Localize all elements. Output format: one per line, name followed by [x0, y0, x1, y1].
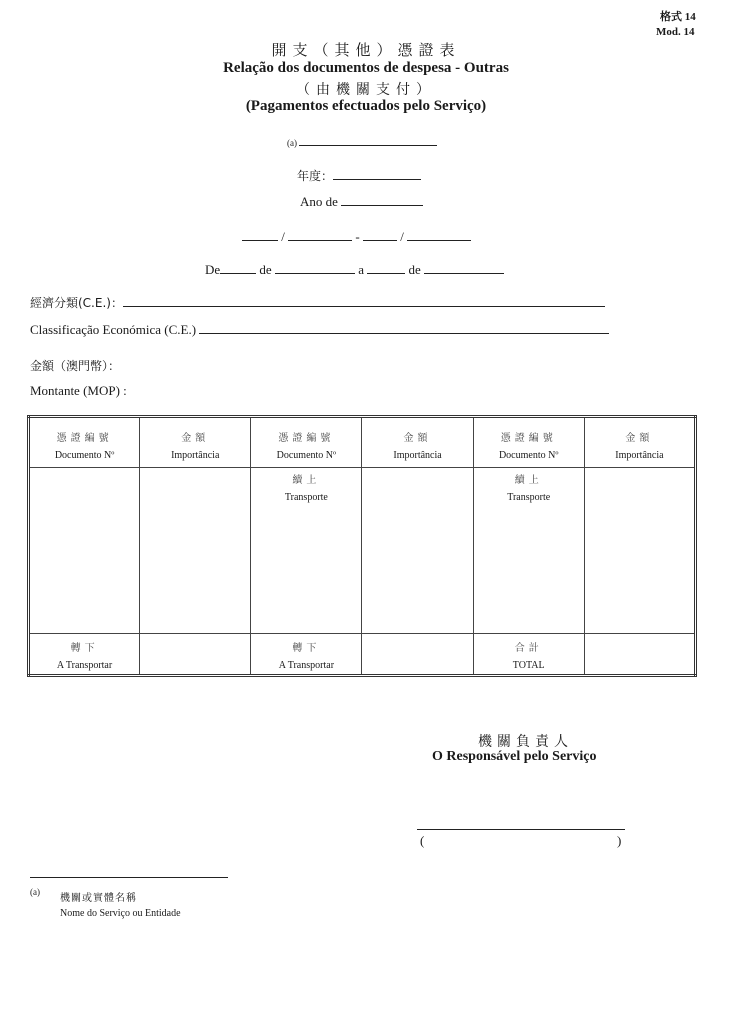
amount-cn-label: 金額（澳門幣）：	[30, 359, 121, 373]
signature-title-pt: O Responsável pelo Serviço	[432, 749, 597, 764]
documents-table	[27, 415, 697, 677]
de-label: De	[205, 262, 221, 277]
carry-out-cell	[29, 634, 140, 676]
form-number-pt: Mod. 14	[656, 26, 695, 38]
de-label: de	[408, 262, 421, 277]
subtitle-cn: （由機關支付）	[296, 82, 436, 98]
signature-title-cn: 機關負責人	[478, 734, 573, 750]
year-pt-input[interactable]	[341, 194, 423, 206]
header-cell	[473, 417, 584, 468]
header-pt: Documento Nº	[276, 450, 337, 461]
month-to-text-input[interactable]	[424, 262, 504, 274]
carry-out-amount-cell[interactable]	[362, 634, 473, 676]
footnote-marker: (a)	[30, 887, 40, 897]
amount-cell[interactable]	[140, 468, 251, 634]
slash: /	[281, 229, 285, 244]
carry-out-cn: 轉下	[292, 643, 321, 654]
entity-field	[287, 134, 437, 148]
ce-cn-label: 經濟分類(C.E.)：	[30, 296, 123, 310]
carry-in-cn: 續上	[514, 475, 543, 486]
header-pt: Importância	[615, 450, 664, 461]
carry-out-cn: 轉下	[70, 643, 99, 654]
header-cell	[29, 417, 140, 468]
year-cn-label: 年度：	[297, 169, 334, 183]
footnote-divider	[30, 877, 228, 878]
year-pt-label: Ano de	[300, 194, 338, 209]
table-body-row	[29, 468, 696, 634]
form-number-cn: 格式 14	[660, 11, 696, 23]
header-cell	[362, 417, 473, 468]
document-cell[interactable]	[251, 468, 362, 634]
carry-out-pt: A Transportar	[56, 660, 113, 671]
amount-cell[interactable]	[362, 468, 473, 634]
amount-pt-label: Montante (MOP) :	[30, 383, 127, 398]
carry-in-cn: 續上	[292, 475, 321, 486]
carry-out-pt: A Transportar	[278, 660, 335, 671]
a-label: a	[358, 262, 364, 277]
paren-close: )	[617, 833, 622, 848]
header-cell	[584, 417, 695, 468]
header-cn: 憑證編號	[278, 433, 335, 444]
header-cn: 憑證編號	[500, 433, 557, 444]
day-to-input[interactable]	[363, 229, 397, 241]
header-pt: Importância	[171, 450, 220, 461]
month-to-input[interactable]	[407, 229, 471, 241]
carry-out-amount-cell[interactable]	[140, 634, 251, 676]
footnote-pt: Nome do Serviço ou Entidade	[60, 908, 181, 919]
year-cn-input[interactable]	[333, 168, 421, 180]
ce-cn-field	[30, 294, 605, 311]
header-cell	[140, 417, 251, 468]
ce-pt-label: Classificação Económica (C.E.)	[30, 322, 197, 337]
title-cn: 開支（其他）憑證表	[271, 41, 461, 59]
date-range-numeric	[242, 229, 471, 245]
day-from-input[interactable]	[242, 229, 278, 241]
header-cn: 金額	[181, 433, 210, 444]
document-cell[interactable]	[473, 468, 584, 634]
header-cn: 金額	[403, 433, 432, 444]
de-label: de	[259, 262, 272, 277]
header-pt: Importância	[393, 450, 442, 461]
header-cn: 金額	[625, 433, 654, 444]
entity-input[interactable]	[299, 134, 437, 146]
table-header-row	[29, 417, 696, 468]
total-amount-cell[interactable]	[584, 634, 695, 676]
footnote-marker: (a)	[287, 138, 297, 148]
header-pt: Documento Nº	[54, 450, 115, 461]
signature-line[interactable]	[417, 829, 625, 830]
date-range-text	[205, 262, 504, 278]
ce-pt-input[interactable]	[199, 322, 609, 334]
title-pt: Relação dos documentos de despesa - Outras	[223, 60, 509, 76]
table-footer-row	[29, 634, 696, 676]
paren-open: (	[420, 833, 425, 848]
day-from-text-input[interactable]	[220, 262, 256, 274]
slash: /	[400, 229, 404, 244]
total-cn: 合計	[514, 643, 543, 654]
amount-cell[interactable]	[584, 468, 695, 634]
dash: -	[355, 229, 360, 244]
year-pt-field	[300, 194, 423, 210]
ce-cn-input[interactable]	[123, 295, 605, 307]
day-to-text-input[interactable]	[367, 262, 405, 274]
total-cell	[473, 634, 584, 676]
year-cn-field	[297, 167, 421, 184]
header-pt: Documento Nº	[498, 450, 559, 461]
header-cn: 憑證編號	[56, 433, 113, 444]
carry-in-pt: Transporte	[284, 492, 328, 503]
footnote-cn: 機關或實體名稱	[60, 893, 137, 904]
month-from-input[interactable]	[288, 229, 352, 241]
total-pt: TOTAL	[512, 660, 545, 671]
carry-in-pt: Transporte	[507, 492, 551, 503]
month-from-text-input[interactable]	[275, 262, 355, 274]
subtitle-pt: (Pagamentos efectuados pelo Serviço)	[245, 98, 487, 114]
ce-pt-field	[30, 322, 609, 338]
header-cell	[251, 417, 362, 468]
document-cell[interactable]	[29, 468, 140, 634]
carry-out-cell	[251, 634, 362, 676]
